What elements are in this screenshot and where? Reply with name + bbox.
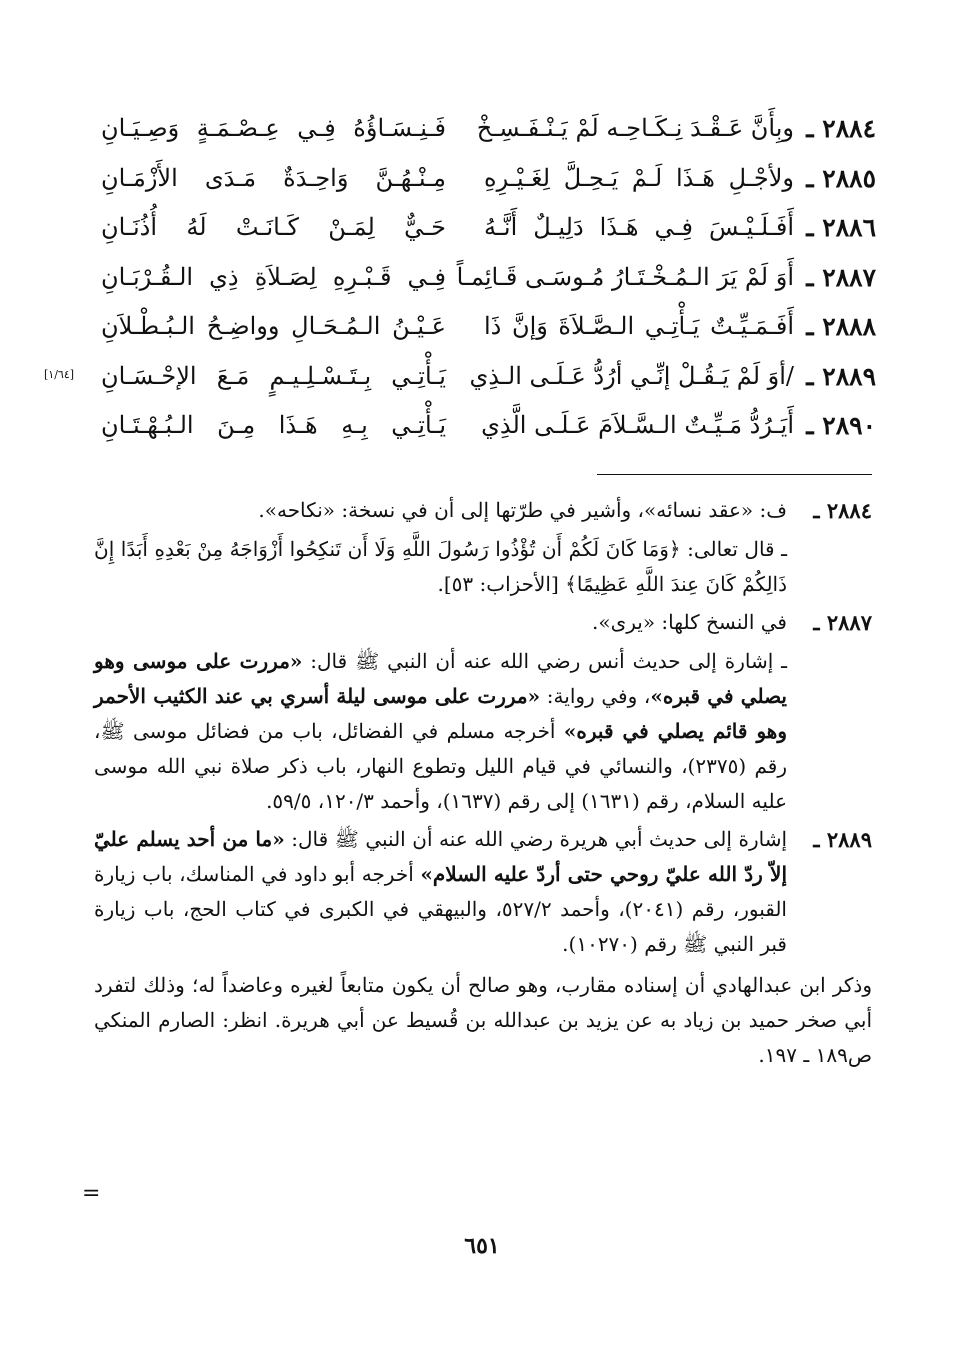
footnote-2887: [94, 605, 872, 819]
footnote-text-run: ، وفي رواية:: [540, 684, 651, 708]
verse-number: ٢٨٨٩ ـ: [806, 361, 876, 391]
footnote-number: ٢٨٨٩ ـ: [813, 827, 872, 852]
footnote-number: ٢٨٨٧ ـ: [813, 610, 872, 635]
footnote-text-run: أخرجه مسلم في الفضائل، باب من فضائل موسى ﷺ، رقم (٢٣٧٥)، والنسائي في قيام الليل وتطوع النهار، باب ذكر صلاة نبي الله موسى عليه السلام، رقم (١٦٣١) إلى رقم (١٦٣٧)، وأحمد ١٢٠/٣، ٥٩/٥.: [94, 719, 787, 813]
verse-second-hemistich: مِـنْـهُـنَّ وَاحِـدَةٌ مَـدَى الأَزْمَـانِ: [101, 163, 446, 192]
verse-2887: [76, 257, 876, 307]
hadith-quote: «مررت على موسى ليلة أسري بي عند الكثيب الأحمر وهو قائم يصلي في قبره»: [94, 684, 787, 743]
verse-2885: [76, 158, 876, 208]
verse-number: ٢٨٨٥ ـ: [806, 163, 876, 193]
footnote-2889: [94, 822, 872, 962]
footnote-number: ٢٨٨٤ ـ: [813, 498, 872, 523]
verse-number: ٢٨٨٧ ـ: [806, 262, 876, 292]
continuation-mark: =: [82, 1181, 101, 1206]
closing-paragraph: وذكر ابن عبدالهادي أن إسناده مقارب، وهو صالح أن يكون متابعاً لغيره وعاضداً له؛ وذلك لتفرد أبي صخر حميد بن زياد به عن يزيد بن عبدالله بن قُسيط عن أبي هريرة. انظر: الصارم المنكي ص١٨٩ ـ ١٩٧.: [94, 973, 872, 1067]
hadith-quote: «مررت على موسى وهو يصلي في قبره»: [94, 649, 787, 708]
verse-2888: [76, 306, 876, 356]
verse-first-hemistich: وبِأَنَّ عَـقْـدَ نِـكَـاحِـه لَمْ يَـنْـفَـسِـخْ: [476, 114, 794, 142]
verse-first-hemistich: أَفَـمَـيِّـتٌ يَـأْتِـي الـصَّـلاَةَ وَإنَّ ذَا: [484, 312, 794, 340]
verse-2890: [76, 405, 876, 455]
verse-2884: [76, 108, 876, 158]
verse-second-hemistich: حَـيٌّ لِمَـنْ كَـانَـتْ لَهُ أُذُنَـانِ: [101, 213, 446, 241]
hadith-quote: «ما من أحد يسلم عليّ إلاّ ردّ الله عليّ روحي حتى أردّ عليه السلام»: [94, 827, 788, 886]
footnote-separator: [597, 474, 872, 475]
footnote-text: ف: «عقد نسائه»، وأشير في طرّتها إلى أن في نسخة: «نكاحه».: [258, 498, 787, 522]
footnote-2884: [94, 493, 872, 602]
footnote-text: [94, 822, 787, 962]
page-number: ٦٥١: [464, 1233, 500, 1259]
verse-number: ٢٨٨٤ ـ: [806, 114, 876, 143]
manuscript-page-marker: [١/٦٤]: [44, 367, 75, 381]
footnote-text-run: أخرجه أبو داود في المناسك، باب زيارة القبور، رقم (٢٠٤١)، وأحمد ٥٢٧/٢، والبيهقي في الكبرى في كتاب الحج، باب زيارة قبر النبي ﷺ رقم (١٠٢٧٠).: [94, 862, 787, 956]
verse-number: ٢٨٨٨ ـ: [806, 312, 876, 341]
footnote-text: ـ قال تعالى: ﴿وَمَا كَانَ لَكُمْ أَن تُؤْذُوا رَسُولَ اللَّهِ وَلَا أَن تَنكِحُوا أَزْوَاجَهُ مِنْ بَعْدِهِ أَبَدًا إِنَّ ذَالِكُمْ كَانَ عِندَ اللَّهِ عَظِيمًا﴾ [الأحزاب: ٥٣].: [94, 537, 787, 596]
poem-verses: [44, 108, 876, 455]
footnote-text: [94, 644, 787, 819]
verse-first-hemistich: ولأجْـلِ هَـذَا لَـمْ يَـحِـلَّ لِغَـيْـرِهِ: [484, 163, 794, 192]
verse-first-hemistich: أَفَـلَـيْـسَ فِـي هَـذَا دَلِيـلٌ أَنَّـهُ: [484, 213, 794, 241]
verse-2886: [76, 207, 876, 257]
verse-first-hemistich: أَوَ لَمْ يَرَ الـمُـخْـتَـارُ مُـوسَـى قَـائِمـاً: [456, 262, 794, 291]
verse-second-hemistich: يَـأْتِـي بِـتَـسْـلِـيـمٍ مَـعَ الإحْـسَـانِ: [101, 361, 446, 390]
footnote-text-run: إشارة إلى حديث أبي هريرة رضي الله عنه أن النبي ﷺ قال:: [284, 827, 788, 851]
verse-second-hemistich: فِـي قَـبْـرِهِ لِصَـلاَةِ ذِي الـقُـرْبَـانِ: [101, 262, 446, 291]
verse-first-hemistich: /أوَ لَمْ يَـقُـلْ إنِّـي أرُدُّ عَـلَـى الـذِي: [469, 361, 794, 390]
verse-2889: [44, 356, 876, 406]
verse-second-hemistich: يَـأْتِـي بِـهِ هَـذَا مِـنَ الـبُـهْـتَـانِ: [101, 411, 446, 439]
verse-second-hemistich: عَـيْـنُ الـمُـحَـالِ وواضِـحُ الـبُـطْـلاَنِ: [101, 312, 446, 340]
footnote-text: في النسخ كلها: «يرى».: [591, 610, 787, 634]
verse-first-hemistich: أَيَـرُدُّ مَـيِّـتٌ الـسَّـلاَمَ عَـلَـى الَّذِي: [481, 411, 794, 439]
verse-number: ٢٨٩٠ ـ: [806, 411, 876, 440]
verse-number: ٢٨٨٦ ـ: [806, 213, 876, 242]
footnotes: [94, 493, 872, 1073]
verse-second-hemistich: فَـنِـسَـاؤُهُ فِـي عِـصْـمَـةٍ وَصِـيَـانِ: [101, 114, 446, 142]
footnote-text-run: ـ إشارة إلى حديث أنس رضي الله عنه أن النبي ﷺ قال:: [302, 649, 787, 673]
